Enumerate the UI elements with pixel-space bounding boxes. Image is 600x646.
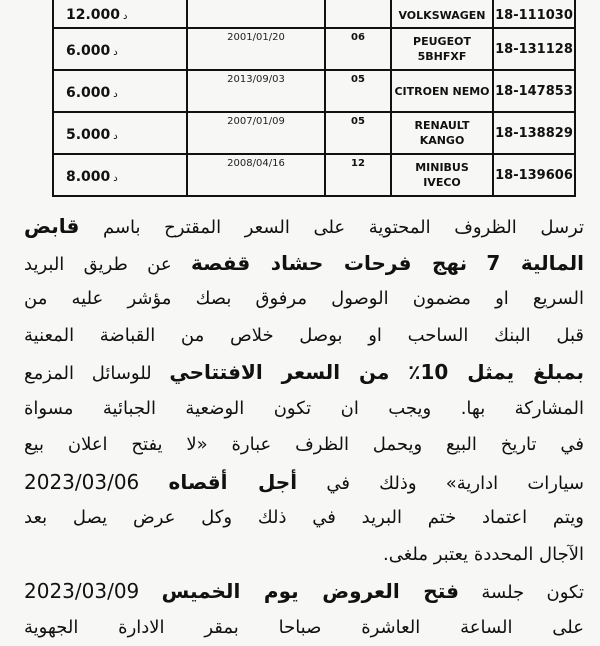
text-line: الآجال المحددة يعتبر ملغى. xyxy=(24,537,584,574)
text-line: المالية 7 نهج فرحات حشاد قفصة عن طريق البريد xyxy=(24,245,584,282)
date-cell: 2001/01/20 xyxy=(187,28,325,70)
deadline-date: 2023/03/06 xyxy=(24,470,139,494)
vehicles-table-wrap xyxy=(52,0,574,197)
price-cell: 12.000 د xyxy=(53,0,187,28)
price-cell: 6.000 د xyxy=(53,28,187,70)
seats-cell: 12 xyxy=(325,154,391,196)
registration-cell: 18-131128 xyxy=(493,28,575,70)
seats-cell: 05 xyxy=(325,112,391,154)
model-cell: VOLKSWAGEN xyxy=(391,0,493,28)
text-line: تكون جلسة فتح العروض يوم الخميس 2023/03/09 xyxy=(24,573,584,610)
text-line: المشاركة بها. ويجب ان تكون الوضعية الجبائية مسواة xyxy=(24,391,584,428)
model-cell: CITROEN NEMO xyxy=(391,70,493,112)
date-cell: 2007/01/09 xyxy=(187,112,325,154)
model-cell: RENAULT KANGO xyxy=(391,112,493,154)
registration-cell: 18-147853 xyxy=(493,70,575,112)
text-line: في تاريخ البيع ويحمل الظرف عبارة «لا يفتح اعلان بيع xyxy=(24,427,584,464)
seats-cell xyxy=(325,0,391,28)
opening-date: 2023/03/09 xyxy=(24,579,139,603)
table-row xyxy=(53,154,575,196)
seats-cell: 06 xyxy=(325,28,391,70)
table-row xyxy=(53,112,575,154)
text-line: ويتم اعتماد ختم البريد في ذلك وكل عرض يصل بعد xyxy=(24,500,584,537)
model-cell: MINIBUS IVECO xyxy=(391,154,493,196)
date-cell: 2008/04/16 xyxy=(187,154,325,196)
table-row xyxy=(53,70,575,112)
text-line: بمبلغ يمثل 10٪ من السعر الافتتاحي للوسائل المزمع xyxy=(24,354,584,391)
announcement-text xyxy=(24,208,584,646)
text-line: السريع او مضمون الوصول مرفوق بصك مؤشر عليه من xyxy=(24,281,584,318)
text-line: سيارات ادارية» وذلك في أجل أقصاه 2023/03/06 xyxy=(24,464,584,501)
registration-cell: 18-139606 xyxy=(493,154,575,196)
price-cell: 8.000 د xyxy=(53,154,187,196)
text-line: قبل البنك الساحب او بوصل خلاص من القباضة المعنية xyxy=(24,318,584,355)
seats-cell: 05 xyxy=(325,70,391,112)
vehicles-table xyxy=(52,0,576,197)
price-cell: 5.000 د xyxy=(53,112,187,154)
model-cell: PEUGEOT 5BHFXF xyxy=(391,28,493,70)
date-cell: 2013/09/03 xyxy=(187,70,325,112)
table-row xyxy=(53,28,575,70)
date-cell xyxy=(187,0,325,28)
registration-cell: 18-138829 xyxy=(493,112,575,154)
text-line: على الساعة العاشرة صباحا بمقر الادارة الجهوية xyxy=(24,610,584,646)
table-row xyxy=(53,0,575,28)
registration-cell: 18-111030 xyxy=(493,0,575,28)
text-line: ترسل الظروف المحتوية على السعر المقترح باسم قابض xyxy=(24,208,584,245)
price-cell: 6.000 د xyxy=(53,70,187,112)
